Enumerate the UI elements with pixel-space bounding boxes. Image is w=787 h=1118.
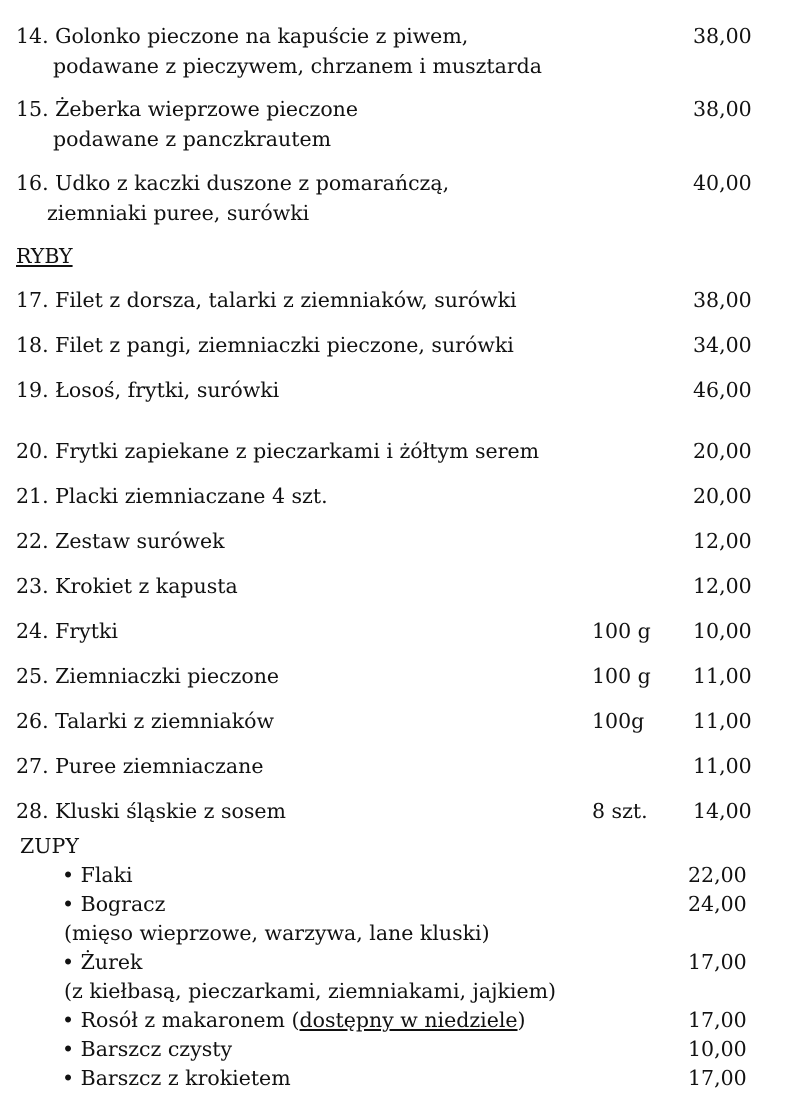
item-name: Krokiet z kapusta [55,574,238,598]
item-description: ziemniaki puree, surówki [47,201,310,225]
menu-item-17 [16,290,517,311]
item-price: 38,00 [693,24,752,48]
menu-item-22 [16,531,225,552]
item-quantity: 100g [592,709,645,733]
item-name: Filet z dorsza, talarki z ziemniaków, surówki [55,288,517,312]
item-name: Talarki z ziemniaków [55,709,275,733]
item-number: 27. [16,754,49,778]
soup-item-barszcz-z-krokietem [62,1068,291,1089]
item-description: podawane z panczkrautem [53,127,332,151]
item-number: 17. [16,288,49,312]
item-name: Ziemniaczki pieczone [55,664,280,688]
item-price: 38,00 [693,97,752,121]
item-price: 34,00 [693,333,752,357]
section-heading-zupy: ZUPY [20,834,79,858]
soup-name: Barszcz czysty [80,1037,233,1061]
item-number: 14. [16,24,49,48]
item-quantity: 100 g [592,664,651,688]
item-name: Filet z pangi, ziemniaczki pieczone, surówki [55,333,514,357]
menu-item-27 [16,756,263,777]
item-price: 11,00 [693,664,752,688]
soup-availability-note: dostępny w niedziele [299,1008,518,1032]
item-number: 15. [16,97,49,121]
item-price: 20,00 [693,484,752,508]
soup-price: 10,00 [688,1037,747,1061]
soup-name: Bogracz [80,892,166,916]
bullet-icon: • [62,863,75,887]
soup-item-bogracz [62,894,165,915]
item-quantity: 100 g [592,619,651,643]
item-number: 26. [16,709,49,733]
item-number: 18. [16,333,49,357]
menu-item-20 [16,441,539,462]
item-name: Zestaw surówek [55,529,225,553]
menu-item-24 [16,621,118,642]
soup-note: (z kiełbasą, pieczarkami, ziemniakami, jajkiem) [64,979,557,1003]
soup-name-end: ) [517,1008,526,1032]
bullet-icon: • [62,1066,75,1090]
item-number: 23. [16,574,49,598]
bullet-icon: • [62,892,75,916]
item-number: 28. [16,799,49,823]
item-number: 25. [16,664,49,688]
menu-item-19 [16,380,279,401]
section-heading-ryby: RYBY [16,244,73,268]
menu-item-25 [16,666,279,687]
item-name: Placki ziemniaczane 4 szt. [55,484,328,508]
item-price: 12,00 [693,574,752,598]
menu-item-28 [16,801,286,822]
item-price: 46,00 [693,378,752,402]
soup-item-rosol [62,1010,526,1031]
menu-item-14 [16,26,468,47]
item-price: 10,00 [693,619,752,643]
item-number: 22. [16,529,49,553]
item-name: Golonko pieczone na kapuście z piwem, [55,24,469,48]
soup-note: (mięso wieprzowe, warzywa, lane kluski) [64,921,490,945]
soup-item-zurek [62,952,142,973]
item-quantity: 8 szt. [592,799,648,823]
soup-price: 17,00 [688,1066,747,1090]
item-price: 14,00 [693,799,752,823]
soup-price: 17,00 [688,1008,747,1032]
menu-item-26 [16,711,274,732]
item-price: 40,00 [693,171,752,195]
item-name: Kluski śląskie z sosem [55,799,286,823]
bullet-icon: • [62,1037,75,1061]
soup-name: Rosół z makaronem ( [80,1008,300,1032]
soup-item-flaki [62,865,133,886]
item-number: 19. [16,378,49,402]
item-number: 24. [16,619,49,643]
menu-item-23 [16,576,238,597]
item-price: 11,00 [693,754,752,778]
item-name: Frytki [55,619,118,643]
soup-price: 22,00 [688,863,747,887]
soup-name: Żurek [80,950,143,974]
item-number: 21. [16,484,49,508]
soup-item-barszcz-czysty [62,1039,232,1060]
menu-item-21 [16,486,328,507]
soup-name: Barszcz z krokietem [80,1066,291,1090]
item-price: 20,00 [693,439,752,463]
bullet-icon: • [62,1008,75,1032]
item-price: 12,00 [693,529,752,553]
item-name: Żeberka wieprzowe pieczone [55,97,358,121]
soup-name: Flaki [80,863,133,887]
menu-item-16 [16,173,449,194]
soup-price: 24,00 [688,892,747,916]
item-name: Puree ziemniaczane [55,754,264,778]
item-name: Łosoś, frytki, surówki [55,378,280,402]
item-name: Udko z kaczki duszone z pomarańczą, [55,171,450,195]
menu-item-15 [16,99,358,120]
item-name: Frytki zapiekane z pieczarkami i żółtym serem [55,439,540,463]
item-price: 38,00 [693,288,752,312]
item-price: 11,00 [693,709,752,733]
item-number: 20. [16,439,49,463]
soup-price: 17,00 [688,950,747,974]
menu-item-18 [16,335,514,356]
item-description: podawane z pieczywem, chrzanem i musztarda [53,54,543,78]
bullet-icon: • [62,950,75,974]
item-number: 16. [16,171,49,195]
